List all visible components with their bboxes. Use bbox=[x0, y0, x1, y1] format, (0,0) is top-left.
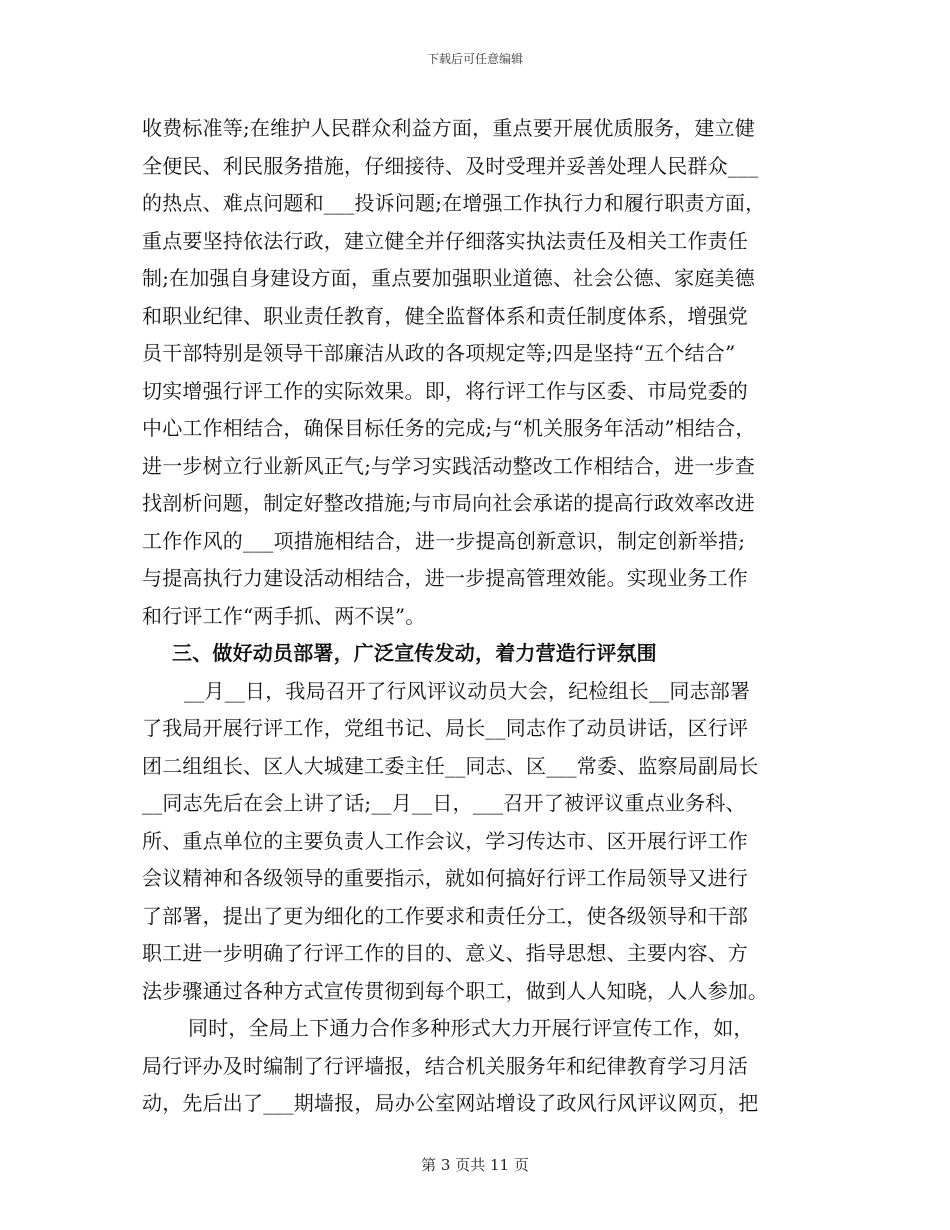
text-line: 了我局开展行评工作，党组书记、局长__同志作了动员讲话，区行评 bbox=[142, 716, 749, 740]
text-line: 了部署，提出了更为细化的工作要求和责任分工，使各级领导和干部 bbox=[142, 903, 748, 928]
text-line: 与提高执行力建设活动相结合，进一步提高管理效能。实现业务工作 bbox=[142, 566, 748, 590]
text-line: 收费标准等;在维护人民群众利益方面，重点要开展优质服务，建立健 bbox=[142, 116, 755, 140]
text-line: 法步骤通过各种方式宣传贯彻到每个职工，做到人人知晓，人人参加。 bbox=[142, 978, 769, 1003]
page-header: 下载后可任意编辑 bbox=[426, 52, 523, 66]
section-heading: 三、做好动员部署，广泛宣传发动，着力营造行评氛围 bbox=[172, 641, 657, 665]
text-line: 员干部特别是领导干部廉洁从政的各项规定等;四是坚持“五个结合” bbox=[142, 341, 736, 365]
document-body bbox=[142, 110, 822, 1123]
text-line: 团二组组长、区人大城建工委主任__同志、区___常委、监察局副局长 bbox=[142, 753, 759, 778]
page-number-footer: 第 3 页共 11 页 bbox=[421, 1156, 529, 1174]
text-line: 和行评工作“两手抓、两不误”。 bbox=[142, 603, 426, 628]
text-line: 中心工作相结合，确保目标任务的完成;与“机关服务年活动”相结合， bbox=[142, 416, 756, 440]
text-line: 的热点、难点问题和___投诉问题;在增强工作执行力和履行职责方面， bbox=[142, 191, 766, 215]
text-line: 找剖析问题，制定好整改措施;与市局向社会承诺的提高行政效率改进 bbox=[142, 491, 755, 515]
text-line: 制;在加强自身建设方面，重点要加强职业道德、社会公德、家庭美德 bbox=[142, 266, 755, 290]
text-line: 进一步树立行业新风正气;与学习实践活动整改工作相结合，进一步查 bbox=[142, 453, 755, 478]
text-line: __月__日，我局召开了行风评议动员大会，纪检组长__同志部署 bbox=[184, 678, 751, 703]
text-line: 所、重点单位的主要负责人工作会议，学习传达市、区开展行评工作 bbox=[142, 828, 748, 853]
text-line: __同志先后在会上讲了话;__月__日，___召开了被评议重点业务科、 bbox=[142, 791, 746, 815]
text-line: 会议精神和各级领导的重要指示，就如何搞好行评工作局领导又进行 bbox=[142, 866, 748, 890]
text-line: 职工进一步明确了行评工作的目的、意义、指导思想、主要内容、方 bbox=[142, 941, 748, 965]
text-line: 工作作风的___项措施相结合，进一步提高创新意识，制定创新举措; bbox=[142, 528, 746, 553]
text-line: 全便民、利民服务措施，仔细接待、及时受理并妥善处理人民群众___ bbox=[142, 153, 759, 178]
text-line: 同时，全局上下通力合作多种形式大力开展行评宣传工作，如， bbox=[188, 1016, 754, 1040]
text-line: 和职业纪律、职业责任教育，健全监督体系和责任制度体系，增强党 bbox=[142, 303, 748, 328]
text-line: 重点要坚持依法行政，建立健全并仔细落实执法责任及相关工作责任 bbox=[142, 228, 748, 253]
text-line: 局行评办及时编制了行评墙报，结合机关服务年和纪律教育学习月活 bbox=[142, 1053, 748, 1078]
text-line: 动，先后出了___期墙报，局办公室网站增设了政风行风评议网页，把 bbox=[142, 1091, 759, 1115]
text-line: 切实增强行评工作的实际效果。即，将行评工作与区委、市局党委的 bbox=[142, 378, 748, 403]
